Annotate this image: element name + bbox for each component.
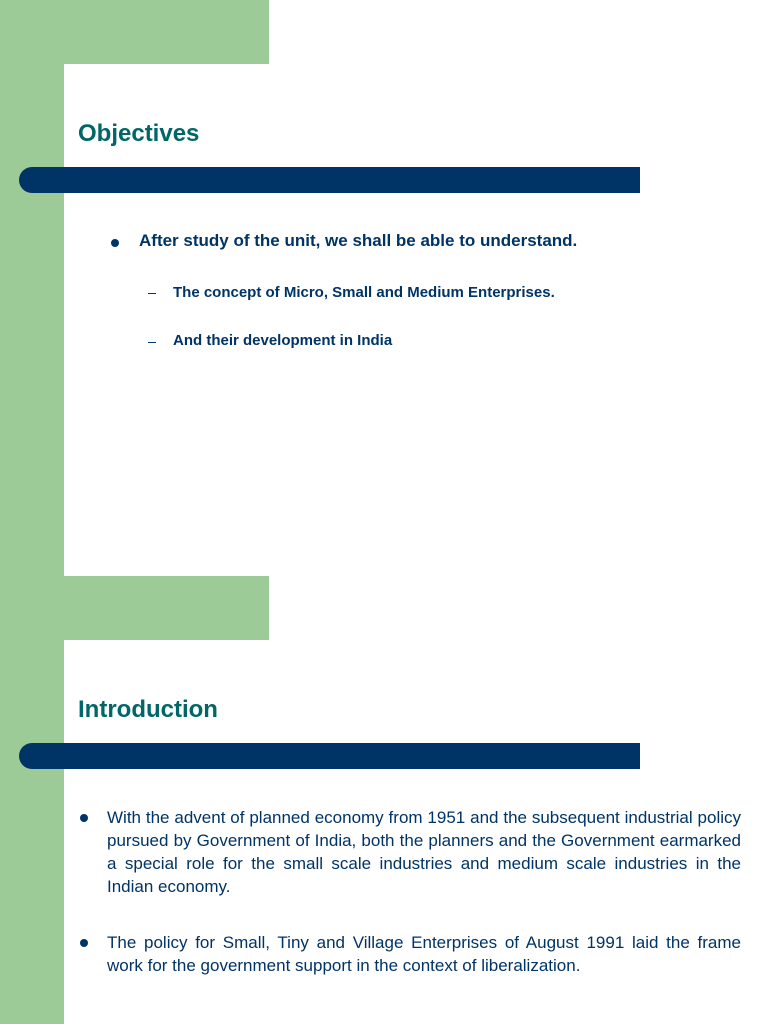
title-underline-bar xyxy=(19,167,640,193)
green-top-block xyxy=(0,576,269,640)
title-underline-bar xyxy=(19,743,640,769)
bullet-dot xyxy=(80,814,88,822)
slide-title-objectives: Objectives xyxy=(78,120,200,147)
white-rounded-corner xyxy=(64,640,104,680)
green-side-band xyxy=(0,576,64,1024)
slide-introduction xyxy=(0,576,768,1024)
bullet-text: After study of the unit, we shall be able to understand. xyxy=(139,231,578,250)
bullet-text: The policy for Small, Tiny and Village Enterprises of August 1991 laid the frame work for the government support in the context of liberalization. xyxy=(107,933,741,975)
bullet-dot xyxy=(111,239,119,247)
green-top-block xyxy=(0,0,269,64)
sub-bullet-text: The concept of Micro, Small and Medium Enterprises. xyxy=(173,284,555,301)
bullet-dot xyxy=(80,939,88,947)
slide-title-introduction: Introduction xyxy=(78,696,218,723)
bullet-text: With the advent of planned economy from 1951 and the subsequent industrial policy pursued by Government of India, both the planners and the Government earmarked a special role for the small scale industries and medium scale industries in the Indian economy. xyxy=(107,808,741,896)
sub-bullet-dash xyxy=(148,293,156,294)
sub-bullet-dash xyxy=(148,342,156,343)
green-side-band xyxy=(0,0,64,576)
sub-bullet-text: And their development in India xyxy=(173,332,393,349)
white-rounded-corner xyxy=(64,64,104,104)
